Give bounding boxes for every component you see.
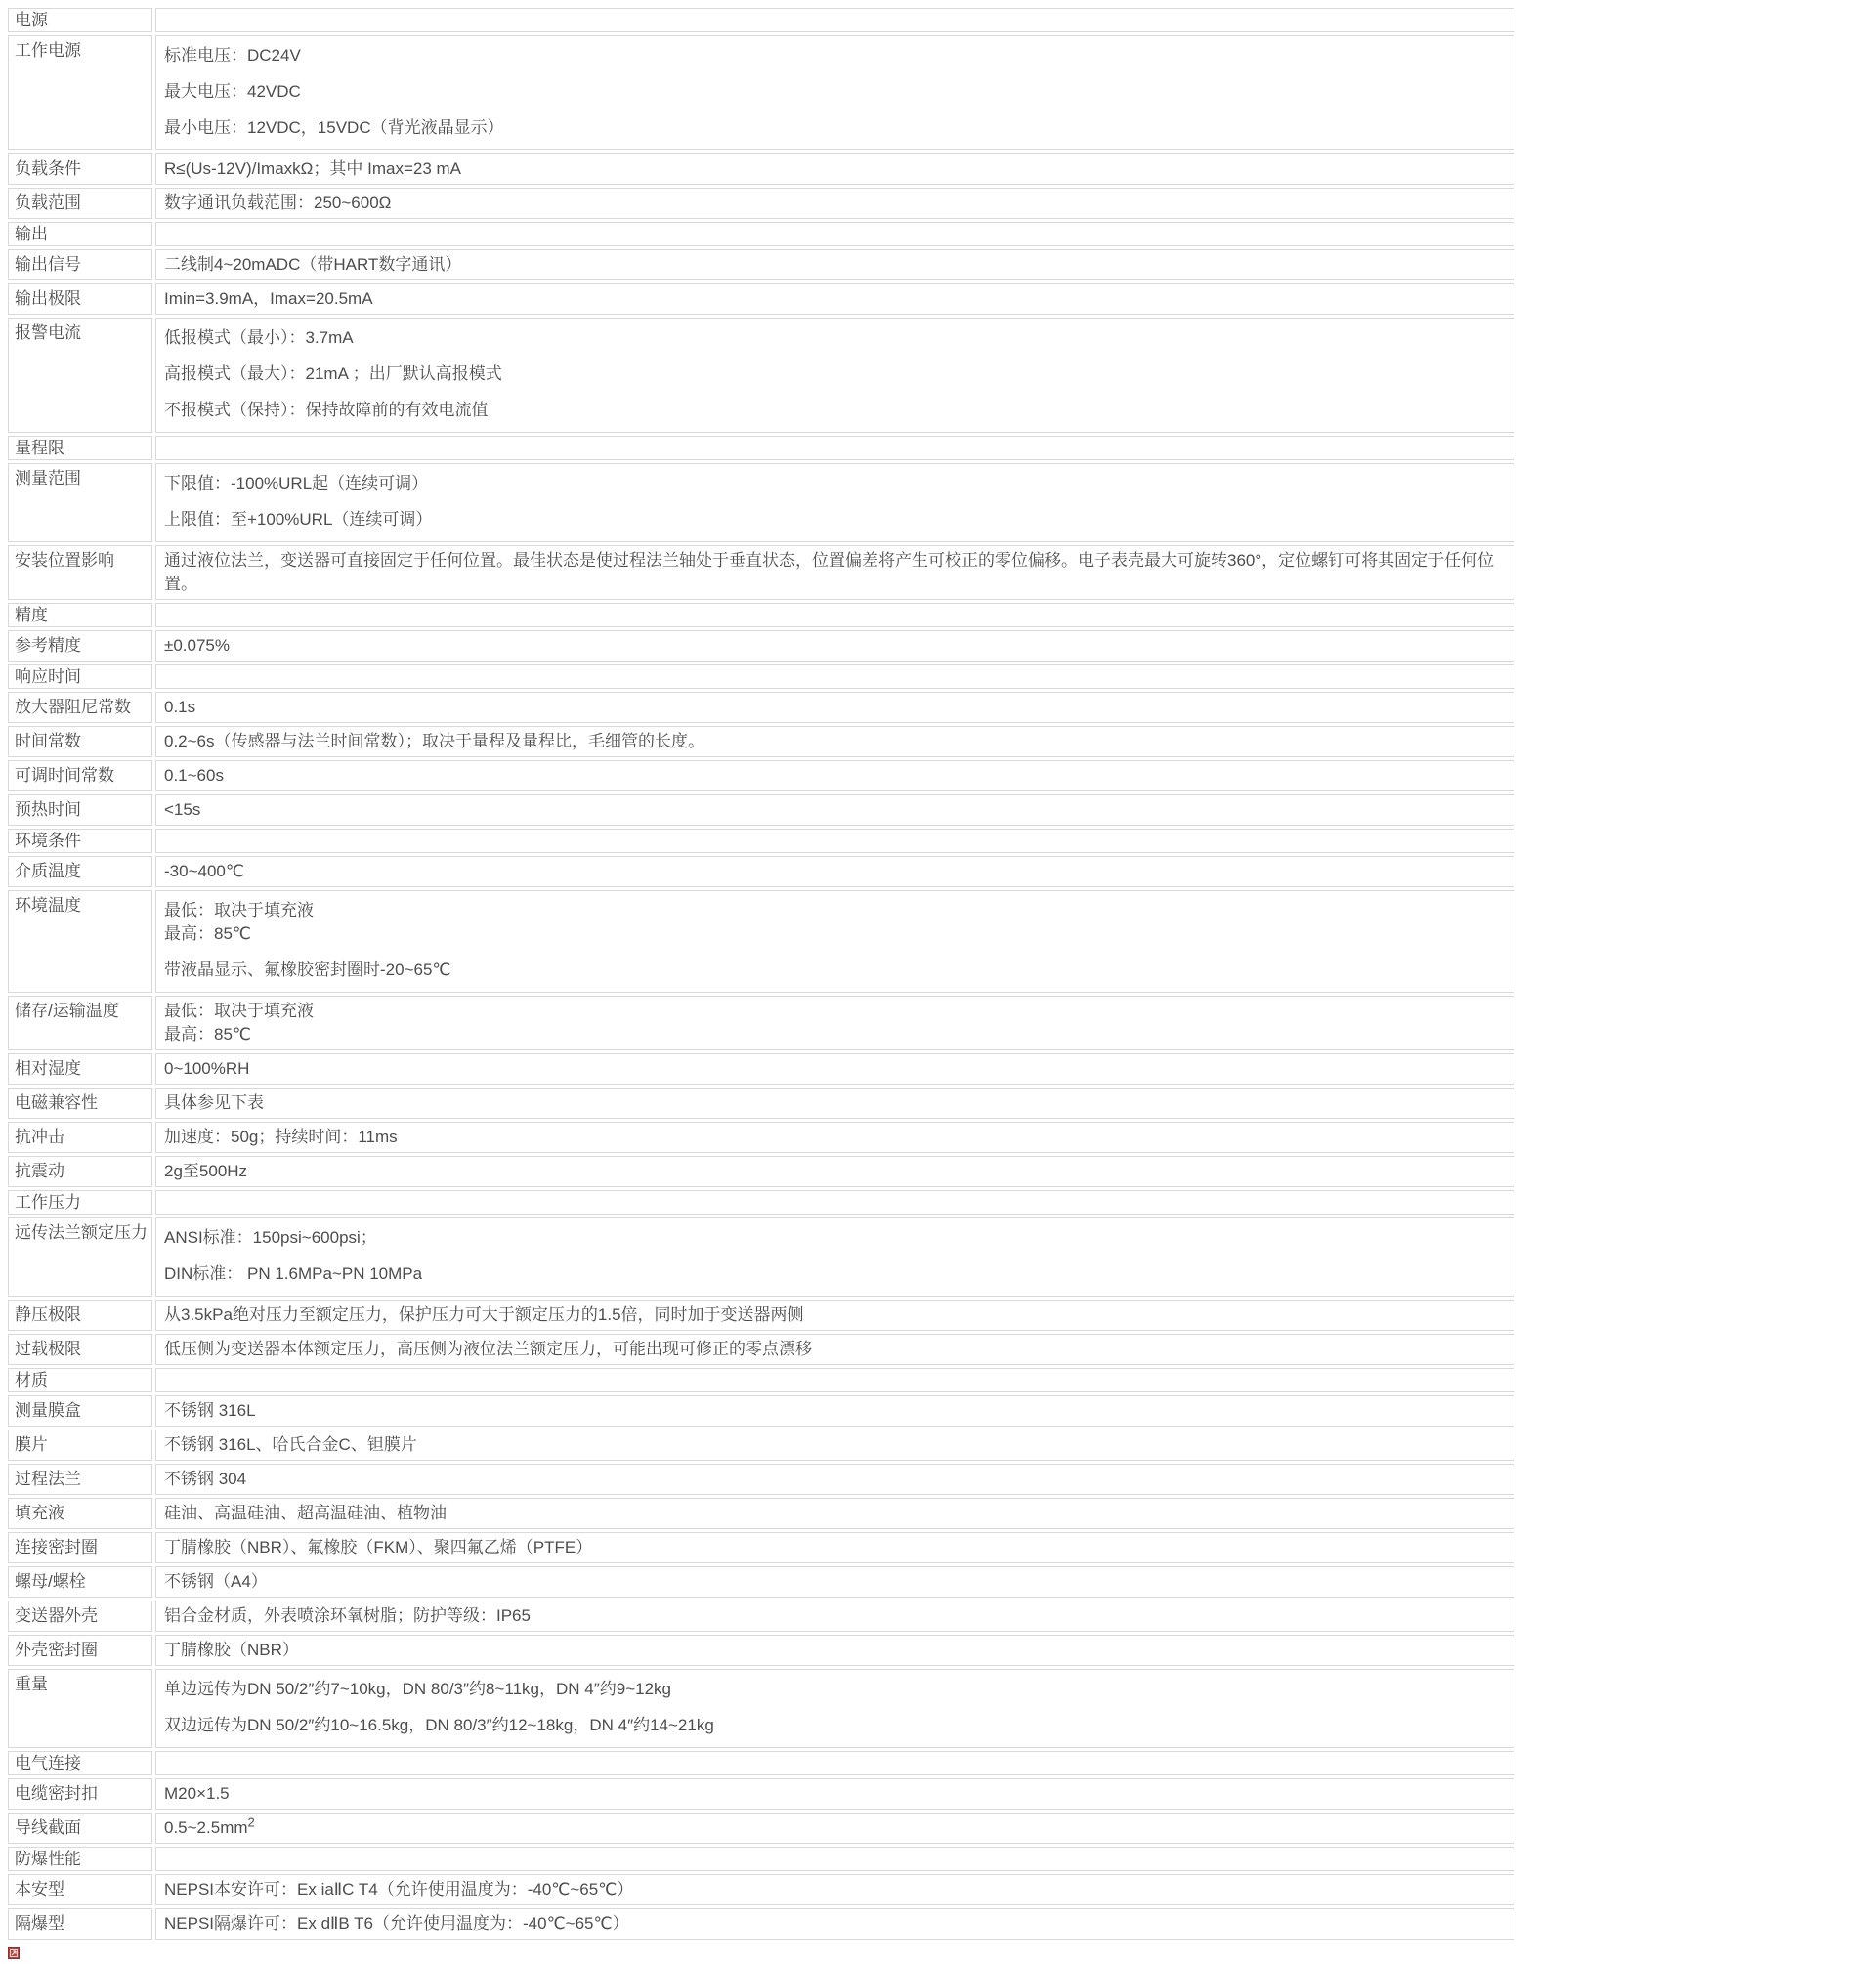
table-row bbox=[8, 630, 1514, 662]
table-row bbox=[8, 1778, 1514, 1810]
row-label: 填充液 bbox=[8, 1498, 152, 1529]
table-row bbox=[8, 1334, 1514, 1365]
row-value bbox=[155, 1300, 1514, 1331]
table-row bbox=[8, 692, 1514, 723]
value-line: 二线制4~20mADC（带HART数字通讯） bbox=[164, 255, 462, 274]
row-value bbox=[155, 1395, 1514, 1427]
value-line: 2g至500Hz bbox=[164, 1162, 248, 1180]
row-value bbox=[155, 463, 1514, 542]
table-row bbox=[8, 35, 1514, 150]
value-line: 不锈钢 316L bbox=[164, 1401, 256, 1420]
value-line: 不锈钢 304 bbox=[164, 1470, 247, 1488]
row-value bbox=[155, 283, 1514, 315]
value-line: $0.5\sim 2.5mm^2$ bbox=[164, 1815, 255, 1837]
row-label: 抗震动 bbox=[8, 1156, 152, 1187]
row-label: 电缆密封扣 bbox=[8, 1778, 152, 1810]
row-value bbox=[155, 1778, 1514, 1810]
value-line: 从3.5kPa绝对压力至额定压力，保护压力可大于额定压力的1.5倍，同时加于变送器两侧 bbox=[164, 1305, 804, 1324]
value-line: 丁腈橡胶（NBR） bbox=[164, 1641, 299, 1659]
value-line: 高报模式（最大）：21mA ；出厂默认高报模式 bbox=[164, 364, 502, 383]
row-value bbox=[155, 318, 1514, 433]
row-value bbox=[155, 890, 1514, 993]
row-label: 防爆性能 bbox=[8, 1847, 152, 1871]
row-value bbox=[155, 664, 1514, 689]
row-label: 相对湿度 bbox=[8, 1053, 152, 1085]
value-line: 标准电压：DC24V bbox=[164, 46, 301, 64]
value-line: Imin=3.9mA，Imax=20.5mA bbox=[164, 289, 373, 308]
table-row bbox=[8, 1566, 1514, 1598]
row-label: 膜片 bbox=[8, 1430, 152, 1461]
value-line: 不锈钢 316L、哈氏合金C、钽膜片 bbox=[164, 1435, 417, 1454]
row-value bbox=[155, 1751, 1514, 1775]
table-row bbox=[8, 153, 1514, 185]
table-row bbox=[8, 1395, 1514, 1427]
table-row bbox=[8, 436, 1514, 460]
value-line: 最小电压：12VDC，15VDC（背光液晶显示） bbox=[164, 118, 504, 137]
value-line: M20×1.5 bbox=[164, 1784, 230, 1803]
row-label: 过载极限 bbox=[8, 1334, 152, 1365]
row-label: 重量 bbox=[8, 1669, 152, 1748]
row-label: 响应时间 bbox=[8, 664, 152, 689]
row-value bbox=[155, 35, 1514, 150]
table-row bbox=[8, 856, 1514, 887]
table-row bbox=[8, 249, 1514, 280]
row-label: 环境条件 bbox=[8, 829, 152, 853]
row-value bbox=[155, 1847, 1514, 1871]
value-line: 下限值：-100%URL起（连续可调） bbox=[164, 474, 429, 492]
row-value bbox=[155, 1190, 1514, 1215]
row-label: 电磁兼容性 bbox=[8, 1088, 152, 1119]
row-value bbox=[155, 794, 1514, 826]
table-row bbox=[8, 463, 1514, 542]
row-value bbox=[155, 1088, 1514, 1119]
row-label: 负载范围 bbox=[8, 188, 152, 219]
row-label: 工作压力 bbox=[8, 1190, 152, 1215]
value-line: NEPSI隔爆许可：Ex dⅡB T6（允许使用温度为：-40℃~65℃） bbox=[164, 1914, 629, 1933]
table-row bbox=[8, 726, 1514, 757]
value-line: 低报模式（最小）：3.7mA bbox=[164, 328, 354, 347]
row-value bbox=[155, 1813, 1514, 1844]
row-label: 过程法兰 bbox=[8, 1464, 152, 1495]
value-line: 低压侧为变送器本体额定压力，高压侧为液位法兰额定压力，可能出现可修正的零点漂移 bbox=[164, 1340, 812, 1358]
row-value bbox=[155, 1908, 1514, 1940]
table-row bbox=[8, 1300, 1514, 1331]
row-label: 输出 bbox=[8, 222, 152, 246]
table-row bbox=[8, 664, 1514, 689]
table-row bbox=[8, 545, 1514, 600]
value-line: 不报模式（保持）：保持故障前的有效电流值 bbox=[164, 401, 489, 419]
row-label: 报警电流 bbox=[8, 318, 152, 433]
row-label: 远传法兰额定压力 bbox=[8, 1217, 152, 1297]
table-row bbox=[8, 1190, 1514, 1215]
row-label: 放大器阻尼常数 bbox=[8, 692, 152, 723]
row-label: 安装位置影响 bbox=[8, 545, 152, 600]
value-line: ANSI标准：150psi~600psi； bbox=[164, 1228, 377, 1247]
value-line: 0.2~6s（传感器与法兰时间常数）；取决于量程及量程比，毛细管的长度。 bbox=[164, 732, 705, 750]
table-row bbox=[8, 1217, 1514, 1297]
row-value bbox=[155, 692, 1514, 723]
table-row bbox=[8, 794, 1514, 826]
row-value bbox=[155, 996, 1514, 1050]
row-label: 可调时间常数 bbox=[8, 760, 152, 791]
superscript: 2 bbox=[247, 1815, 255, 1830]
row-label: 介质温度 bbox=[8, 856, 152, 887]
row-label: 导线截面 bbox=[8, 1813, 152, 1844]
row-value bbox=[155, 1053, 1514, 1085]
row-value bbox=[155, 1566, 1514, 1598]
row-label: 电源 bbox=[8, 8, 152, 32]
table-row bbox=[8, 1874, 1514, 1905]
row-label: 工作电源 bbox=[8, 35, 152, 150]
value-line: 带液晶显示、氟橡胶密封圈时-20~65℃ bbox=[164, 961, 451, 979]
row-label: 量程限 bbox=[8, 436, 152, 460]
row-value bbox=[155, 1601, 1514, 1632]
table-row bbox=[8, 1847, 1514, 1871]
row-label: 负载条件 bbox=[8, 153, 152, 185]
row-value bbox=[155, 188, 1514, 219]
row-label: 材质 bbox=[8, 1368, 152, 1392]
value-line: 加速度：50g；持续时间：11ms bbox=[164, 1128, 398, 1146]
value-line: -30~400℃ bbox=[164, 862, 244, 880]
row-label: 测量范围 bbox=[8, 463, 152, 542]
value-line: 0.1~60s bbox=[164, 766, 224, 785]
table-row bbox=[8, 603, 1514, 627]
row-label: 变送器外壳 bbox=[8, 1601, 152, 1632]
value-line: 具体参见下表 bbox=[164, 1093, 264, 1112]
row-label: 测量膜盒 bbox=[8, 1395, 152, 1427]
value-line: 铝合金材质，外表喷涂环氧树脂；防护等级：IP65 bbox=[164, 1606, 531, 1625]
row-value bbox=[155, 8, 1514, 32]
table-row bbox=[8, 1464, 1514, 1495]
table-row bbox=[8, 1156, 1514, 1187]
row-value bbox=[155, 1122, 1514, 1153]
table-row bbox=[8, 760, 1514, 791]
table-row bbox=[8, 8, 1514, 32]
value-line: DIN标准： PN 1.6MPa~PN 10MPa bbox=[164, 1264, 423, 1283]
table-row bbox=[8, 1532, 1514, 1563]
row-value bbox=[155, 249, 1514, 280]
value-line: 单边远传为DN 50/2″约7~10kg，DN 80/3″约8~11kg，DN 4″约9~12kg bbox=[164, 1680, 671, 1698]
value-line: R≤(Us-12V)/ImaxkΩ；其中 Imax=23 mA bbox=[164, 159, 462, 178]
value-line: 最低：取决于填充液 最高：85℃ bbox=[164, 1002, 314, 1044]
row-label: 隔爆型 bbox=[8, 1908, 152, 1940]
value-line: 0~100%RH bbox=[164, 1059, 250, 1078]
table-row bbox=[8, 283, 1514, 315]
row-value bbox=[155, 1874, 1514, 1905]
value-line: 0.1s bbox=[164, 698, 196, 716]
row-value bbox=[155, 1156, 1514, 1187]
row-label: 精度 bbox=[8, 603, 152, 627]
table-row bbox=[8, 1430, 1514, 1461]
row-value bbox=[155, 1635, 1514, 1666]
row-value bbox=[155, 856, 1514, 887]
table-row bbox=[8, 1122, 1514, 1153]
row-label: 外壳密封圈 bbox=[8, 1635, 152, 1666]
row-value bbox=[155, 829, 1514, 853]
table-row bbox=[8, 222, 1514, 246]
spec-table-body bbox=[8, 8, 1514, 1940]
value-line: 数字通讯负载范围：250~600Ω bbox=[164, 193, 392, 212]
table-row bbox=[8, 1813, 1514, 1844]
value-line: NEPSI本安许可：Ex iaⅡC T4（允许使用温度为：-40℃~65℃） bbox=[164, 1880, 634, 1899]
table-row bbox=[8, 996, 1514, 1050]
value-line: 最低：取决于填充液 最高：85℃ bbox=[164, 901, 314, 943]
table-row bbox=[8, 1368, 1514, 1392]
spec-table bbox=[5, 5, 1517, 1943]
table-row bbox=[8, 890, 1514, 993]
row-value bbox=[155, 1430, 1514, 1461]
row-label: 静压极限 bbox=[8, 1300, 152, 1331]
row-label: 输出信号 bbox=[8, 249, 152, 280]
row-value bbox=[155, 603, 1514, 627]
row-value bbox=[155, 1498, 1514, 1529]
value-line: 丁腈橡胶（NBR）、氟橡胶（FKM）、聚四氟乙烯（PTFE） bbox=[164, 1538, 593, 1557]
row-label: 螺母/螺栓 bbox=[8, 1566, 152, 1598]
table-row bbox=[8, 1669, 1514, 1748]
table-row bbox=[8, 188, 1514, 219]
table-row bbox=[8, 318, 1514, 433]
row-label: 连接密封圈 bbox=[8, 1532, 152, 1563]
row-label: 抗冲击 bbox=[8, 1122, 152, 1153]
row-value bbox=[155, 545, 1514, 600]
value-line: 硅油、高温硅油、超高温硅油、植物油 bbox=[164, 1504, 447, 1522]
row-value bbox=[155, 1334, 1514, 1365]
table-row bbox=[8, 1053, 1514, 1085]
broken-image-icon bbox=[8, 1946, 20, 1958]
value-line: 通过液位法兰，变送器可直接固定于任何位置。最佳状态是使过程法兰轴处于垂直状态，位置偏差将产生可校正的零位偏移。电子表壳最大可旋转360°，定位螺钉可将其固定于任何位置。 bbox=[164, 551, 1495, 593]
table-row bbox=[8, 1601, 1514, 1632]
row-label: 预热时间 bbox=[8, 794, 152, 826]
row-label: 储存/运输温度 bbox=[8, 996, 152, 1050]
value-line: 最大电压：42VDC bbox=[164, 82, 301, 101]
row-value bbox=[155, 1368, 1514, 1392]
row-value bbox=[155, 1217, 1514, 1297]
value-line: <15s bbox=[164, 800, 201, 819]
row-value bbox=[155, 630, 1514, 662]
table-row bbox=[8, 1635, 1514, 1666]
value-line: 不锈钢（A4） bbox=[164, 1572, 268, 1591]
row-label: 参考精度 bbox=[8, 630, 152, 662]
value-line: 上限值：至+100%URL（连续可调） bbox=[164, 510, 433, 529]
table-row bbox=[8, 1908, 1514, 1940]
row-label: 环境温度 bbox=[8, 890, 152, 993]
row-value bbox=[155, 760, 1514, 791]
value-line: 双边远传为DN 50/2″约10~16.5kg，DN 80/3″约12~18kg，DN 4″约14~21kg bbox=[164, 1716, 714, 1734]
row-value bbox=[155, 1532, 1514, 1563]
row-value bbox=[155, 1464, 1514, 1495]
row-label: 电气连接 bbox=[8, 1751, 152, 1775]
table-row bbox=[8, 1088, 1514, 1119]
value-line: ±0.075% bbox=[164, 636, 230, 655]
table-row bbox=[8, 1498, 1514, 1529]
row-value bbox=[155, 436, 1514, 460]
row-label: 时间常数 bbox=[8, 726, 152, 757]
spec-page bbox=[0, 5, 1876, 1933]
row-value bbox=[155, 726, 1514, 757]
row-label: 本安型 bbox=[8, 1874, 152, 1905]
row-value bbox=[155, 222, 1514, 246]
table-row bbox=[8, 829, 1514, 853]
row-value bbox=[155, 153, 1514, 185]
row-value bbox=[155, 1669, 1514, 1748]
row-label: 输出极限 bbox=[8, 283, 152, 315]
table-row bbox=[8, 1751, 1514, 1775]
